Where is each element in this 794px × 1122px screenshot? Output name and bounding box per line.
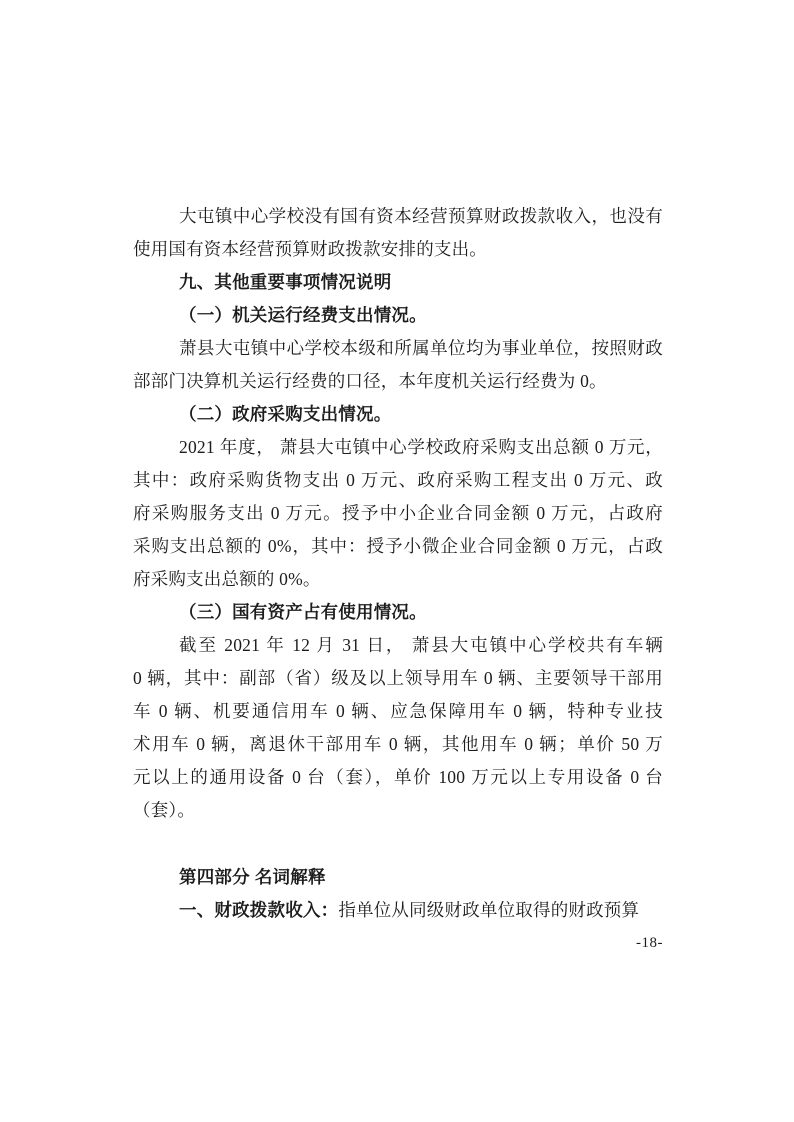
term-definition-line [133, 894, 663, 927]
term-label: 一、财政拨款收入： [179, 900, 339, 920]
section-9-3-heading: （三）国有资产占有使用情况。 [179, 602, 427, 622]
page-content [133, 200, 663, 960]
section-9-2-line-2: 其中：政府采购货物支出 0 万元、政府采购工程支出 0 万元、政 [133, 470, 663, 490]
section-spacer [133, 827, 663, 861]
part-4-heading: 第四部分 名词解释 [179, 867, 326, 887]
section-9-1-heading: （一）机关运行经费支出情况。 [179, 305, 427, 325]
section-9-3-line-3: 车 0 辆、机要通信用车 0 辆、应急保障用车 0 辆，特种专业技 [133, 701, 663, 721]
section-9-3-line-2: 0 辆，其中：副部（省）级及以上领导用车 0 辆、主要领导干部用 [133, 668, 663, 688]
term-definition: 指单位从同级财政单位取得的财政预算 [338, 900, 640, 920]
section-9-2-line-1: 2021 年度， 萧县大屯镇中心学校政府采购支出总额 0 万元， [179, 437, 663, 457]
section-9-2-heading: （二）政府采购支出情况。 [179, 404, 392, 424]
page-number: -18- [636, 935, 663, 951]
section-9-1-line-1: 萧县大屯镇中心学校本级和所属单位均为事业单位，按照财政 [179, 338, 663, 358]
section-9-2-line-4: 采购支出总额的 0%，其中：授予小微企业合同金额 0 万元，占政 [133, 536, 663, 556]
section-9-2-line-3: 府采购服务支出 0 万元。授予中小企业合同金额 0 万元，占政府 [133, 503, 663, 523]
section-9-1-line-2: 部部门决算机关运行经费的口径，本年度机关运行经费为 0。 [133, 371, 607, 391]
section-9-2-line-5: 府采购支出总额的 0%。 [133, 569, 321, 589]
section-9-3-line-5: 元以上的通用设备 0 台（套），单价 100 万元以上专用设备 0 台 [133, 767, 663, 787]
section-9-heading: 九、其他重要事项情况说明 [179, 272, 392, 292]
intro-paragraph-line-2: 使用国有资本经营预算财政拨款安排的支出。 [133, 239, 487, 259]
section-9-3-line-6: （套）。 [133, 800, 196, 820]
section-9-3-line-1: 截至 2021 年 12 月 31 日， 萧县大屯镇中心学校共有车辆 [179, 635, 663, 655]
intro-paragraph-line-1: 大屯镇中心学校没有国有资本经营预算财政拨款收入，也没有 [179, 206, 663, 226]
section-9-3-line-4: 术用车 0 辆，离退休干部用车 0 辆，其他用车 0 辆；单价 50 万 [133, 734, 663, 754]
